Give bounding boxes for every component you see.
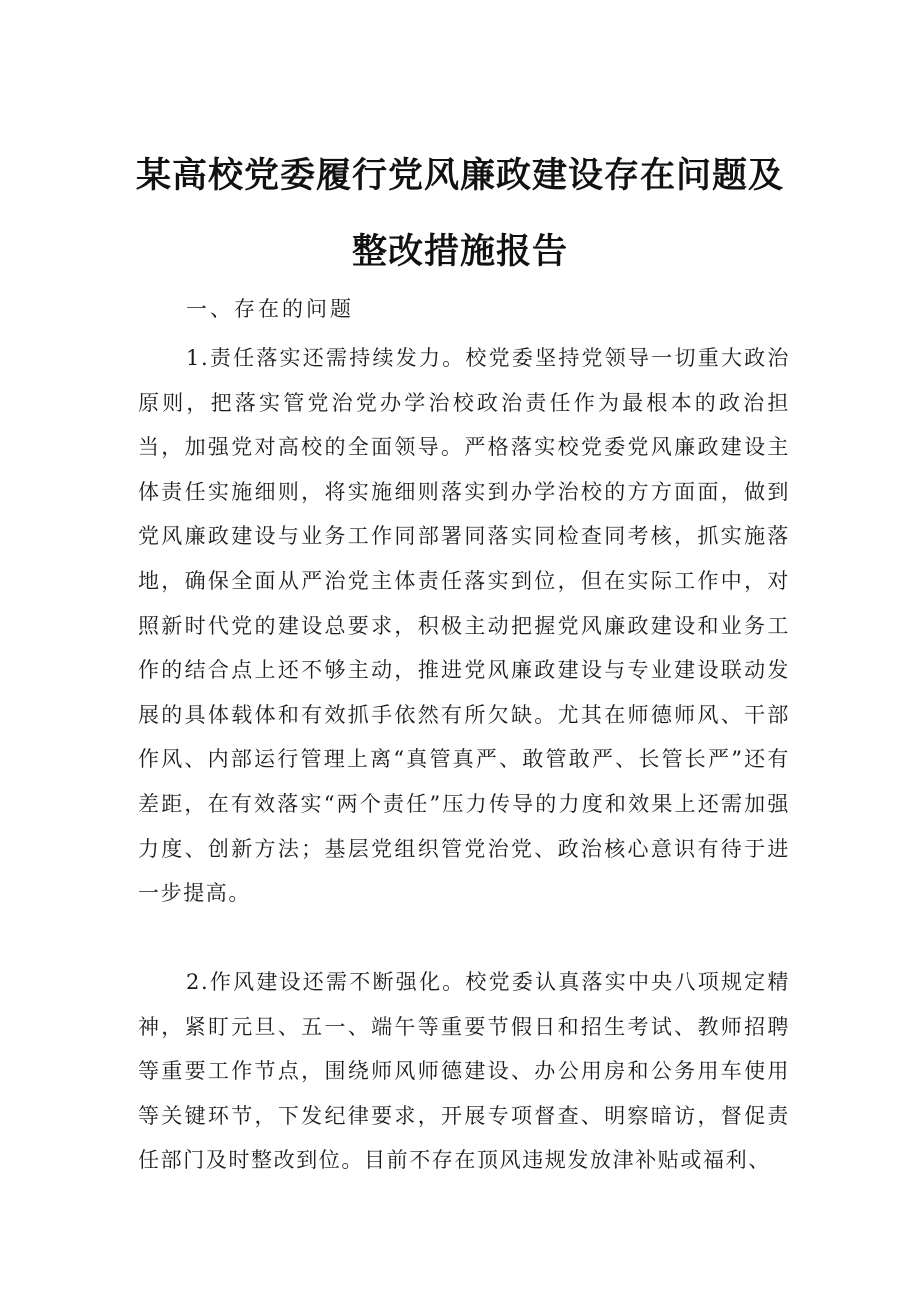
- section-heading: 一、存在的问题: [186, 297, 354, 321]
- document-title-line-2: 整改措施报告: [351, 232, 568, 272]
- document-title-line-1: 某高校党委履行党风廉政建设存在问题及: [135, 156, 784, 196]
- paragraph-work-style: 2.作风建设还需不断强化。校党委认真落实中央八项规定精神，紧盯元旦、五一、端午等重要节假日和招生考试、教师招聘等重要工作节点，围绕师风师德建设、办公用房和公务用车使用等关键环节，下发纪律要求，开展专项督查、明察暗访，督促责任部门及时整改到位。目前不存在顶风违规发放津补贴或福利、: [138, 970, 790, 1173]
- paragraph-responsibility: 1.责任落实还需持续发力。校党委坚持党领导一切重大政治原则，把落实管党治党办学治校政治责任作为最根本的政治担当，加强党对高校的全面领导。严格落实校党委党风廉政建设主体责任实施细则，将实施细则落实到办学治校的方方面面，做到党风廉政建设与业务工作同部署同落实同检查同考核，抓实施落地，确保全面从严治党主体责任落实到位，但在实际工作中，对照新时代党的建设总要求，积极主动把握党风廉政建设和业务工作的结合点上还不够主动，推进党风廉政建设与专业建设联动发展的具体载体和有效抓手依然有所欠缺。尤其在师德师风、干部作风、内部运行管理上离“真管真严、敢管敢严、长管长严”还有差距，在有效落实“两个责任”压力传导的力度和效果上还需加强力度、创新方法；基层党组织管党治党、政治核心意识有待于进一步提高。: [138, 346, 790, 906]
